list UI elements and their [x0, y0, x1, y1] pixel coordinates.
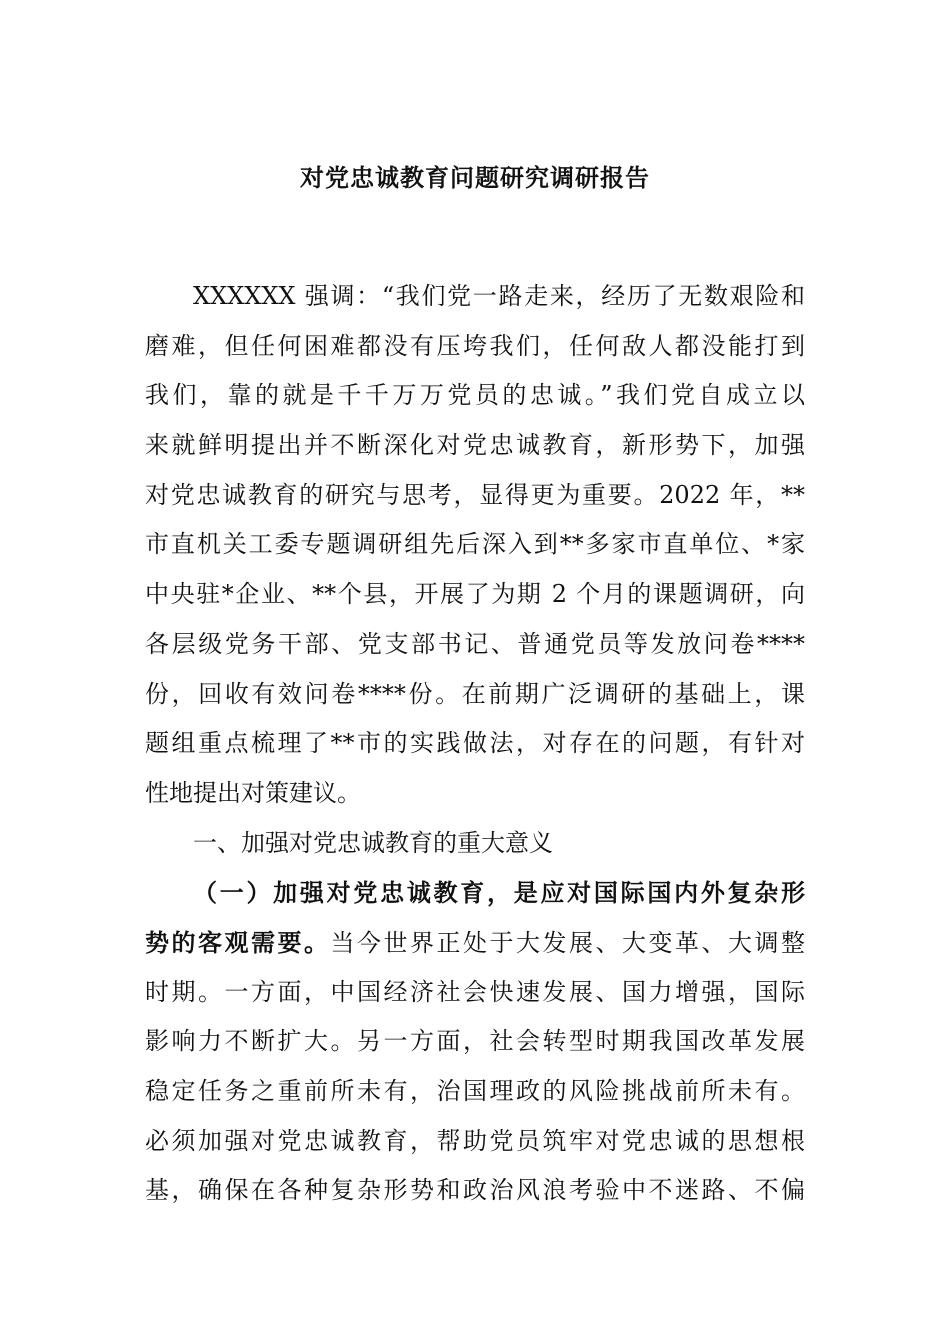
document-title: 对党忠诚教育问题研究调研报告 — [300, 163, 650, 192]
intro-line: 磨难，但任何困难都没有压垮我们，任何敌人都没能打到 — [145, 331, 805, 360]
subsection-heading-end: 势的客观需要。 — [145, 927, 331, 957]
intro-line: 来就鲜明提出并不断深化对党忠诚教育，新形势下，加强 — [145, 431, 805, 460]
intro-line: 各层级党务干部、党支部书记、普通党员等发放问卷**** — [145, 629, 805, 658]
intro-line: 份，回收有效问卷****份。在前期广泛调研的基础上，课 — [145, 679, 805, 708]
subsection-line: 影响力不断扩大。另一方面，社会转型时期我国改革发展 — [145, 1027, 805, 1056]
document-body — [145, 272, 805, 1216]
subsection-line: 必须加强对党忠诚教育，帮助党员筑牢对党忠诚的思想根 — [145, 1126, 805, 1155]
subsection-line: 稳定任务之重前所未有，治国理政的风险挑战前所未有。 — [145, 1077, 805, 1105]
subsection-line — [145, 918, 805, 968]
intro-line: XXXXXX 强调：“我们党一路走来，经历了无数艰险和 — [193, 282, 805, 310]
subsection-line: 基，确保在各种复杂形势和政治风浪考验中不迷路、不偏 — [145, 1176, 805, 1205]
subsection-line: 时期。一方面，中国经济社会快速发展、国力增强，国际 — [145, 977, 805, 1006]
intro-line: 市直机关工委专题调研组先后深入到**多家市直单位、*家 — [145, 530, 805, 559]
intro-line: 题组重点梳理了**市的实践做法，对存在的问题，有针对 — [145, 729, 805, 758]
subsection-heading: （一）加强对党忠诚教育，是应对国际国内外复杂形 — [193, 878, 805, 908]
intro-line: 我们，靠的就是千千万万党员的忠诚。”我们党自成立以 — [145, 381, 805, 410]
section-heading: 一、加强对党忠诚教育的重大意义 — [193, 828, 553, 857]
intro-line: 中央驻*企业、**个县，开展了为期 2 个月的课题调研，向 — [145, 580, 805, 609]
intro-line: 对党忠诚教育的研究与思考，显得更为重要。2022 年，** — [145, 480, 805, 509]
subsection-text: 当今世界正处于大发展、大变革、大调整 — [330, 928, 805, 957]
intro-line: 性地提出对策建议。 — [145, 778, 361, 807]
